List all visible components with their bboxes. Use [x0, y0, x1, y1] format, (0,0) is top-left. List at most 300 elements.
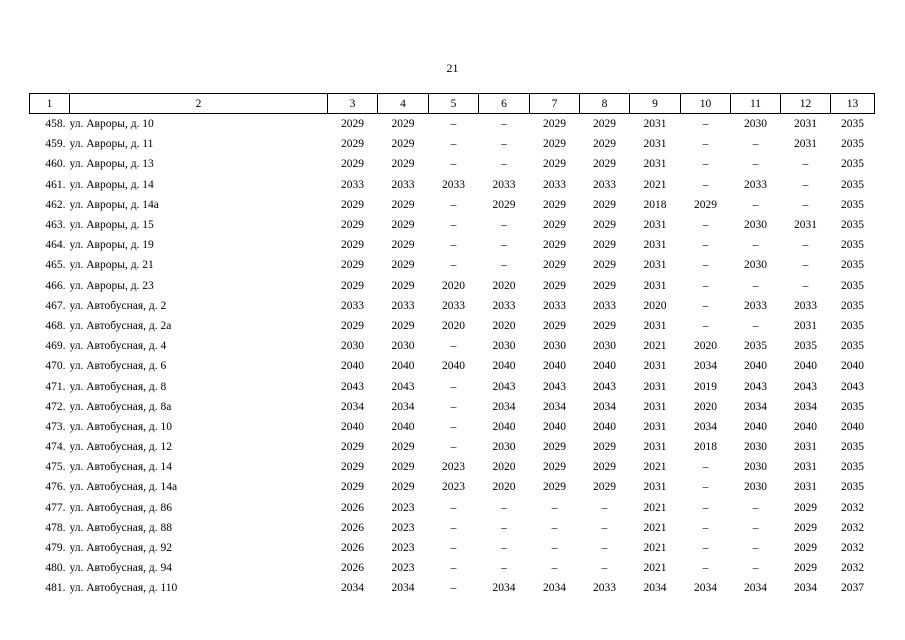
row-number: 459.	[45, 138, 66, 151]
address-cell: ул. Авроры, д. 23	[69, 279, 154, 292]
value-cell: 2029	[391, 138, 415, 151]
value-cell: 2029	[341, 219, 364, 232]
value-cell: –	[501, 259, 507, 272]
table-row	[30, 356, 875, 376]
value-cell: 2035	[841, 259, 864, 272]
table-row	[30, 538, 875, 558]
value-cell: –	[752, 198, 759, 211]
value-cell: 2033	[794, 299, 817, 312]
value-cell: 2031	[643, 360, 667, 373]
value-cell: –	[450, 441, 457, 454]
column-header: 7	[530, 94, 580, 114]
value-cell: 2029	[593, 279, 616, 292]
table-row	[30, 215, 875, 235]
value-cell: 2029	[543, 158, 566, 171]
value-cell: –	[702, 562, 709, 575]
row-number: 461.	[45, 178, 66, 191]
value-cell: –	[501, 239, 507, 252]
value-cell: –	[752, 501, 759, 514]
value-cell: 2040	[841, 360, 864, 373]
address-cell: ул. Авроры, д. 10	[69, 118, 154, 131]
value-cell: 2033	[492, 299, 516, 312]
value-cell: 2030	[744, 118, 767, 131]
value-cell: 2029	[543, 198, 566, 211]
value-cell: 2031	[643, 219, 667, 232]
value-cell: –	[601, 521, 608, 534]
value-cell: –	[752, 562, 759, 575]
value-cell: 2021	[643, 461, 667, 474]
address-cell: ул. Автобусная, д. 92	[69, 542, 172, 555]
row-number: 477.	[45, 501, 66, 514]
column-header: 10	[681, 94, 731, 114]
value-cell: –	[450, 259, 457, 272]
value-cell: –	[702, 299, 709, 312]
value-cell: 2035	[841, 340, 864, 353]
value-cell: 2040	[492, 420, 516, 433]
value-cell: –	[551, 501, 558, 514]
value-cell: 2033	[391, 299, 415, 312]
value-cell: 2035	[841, 461, 864, 474]
value-cell: –	[601, 501, 608, 514]
table-row	[30, 235, 875, 255]
table-row	[30, 397, 875, 417]
value-cell: –	[702, 118, 709, 131]
value-cell: 2029	[341, 461, 364, 474]
address-cell: ул. Автобусная, д. 8а	[69, 400, 172, 413]
value-cell: 2030	[391, 340, 415, 353]
value-cell: –	[450, 562, 457, 575]
value-cell: –	[702, 279, 709, 292]
value-cell: 2029	[391, 259, 415, 272]
address-cell: ул. Авроры, д. 15	[69, 219, 154, 232]
value-cell: 2030	[341, 340, 364, 353]
address-cell: ул. Автобусная, д. 8	[69, 380, 167, 393]
value-cell: 2033	[442, 178, 465, 191]
address-cell: ул. Авроры, д. 14	[69, 178, 154, 191]
value-cell: 2040	[442, 360, 465, 373]
value-cell: 2029	[794, 542, 817, 555]
value-cell: 2018	[643, 198, 667, 211]
value-cell: 2031	[643, 481, 667, 494]
value-cell: 2040	[744, 360, 767, 373]
column-header: 4	[378, 94, 429, 114]
value-cell: 2031	[643, 319, 667, 332]
value-cell: 2026	[341, 501, 364, 514]
value-cell: 2029	[543, 279, 566, 292]
value-cell: 2031	[794, 219, 817, 232]
value-cell: 2023	[391, 562, 415, 575]
value-cell: 2029	[391, 441, 415, 454]
value-cell: 2021	[643, 501, 667, 514]
value-cell: 2030	[744, 441, 767, 454]
row-number: 474.	[45, 441, 66, 454]
value-cell: 2029	[593, 319, 616, 332]
value-cell: –	[802, 178, 809, 191]
table-row	[30, 154, 875, 174]
table-row	[30, 336, 875, 356]
row-number: 469.	[45, 340, 66, 353]
value-cell: 2031	[794, 319, 817, 332]
value-cell: 2029	[694, 198, 717, 211]
value-cell: 2043	[841, 380, 864, 393]
value-cell: 2021	[643, 521, 667, 534]
value-cell: –	[501, 219, 507, 232]
value-cell: 2026	[341, 521, 364, 534]
row-number: 462.	[45, 198, 66, 211]
value-cell: 2034	[341, 582, 364, 595]
value-cell: 2029	[794, 501, 817, 514]
value-cell: –	[551, 562, 558, 575]
value-cell: 2029	[341, 259, 364, 272]
value-cell: –	[702, 521, 709, 534]
value-cell: 2029	[543, 118, 566, 131]
table-row	[30, 296, 875, 316]
row-number: 480.	[45, 562, 66, 575]
value-cell: 2034	[694, 582, 717, 595]
value-cell: –	[601, 542, 608, 555]
value-cell: 2032	[841, 501, 864, 514]
value-cell: –	[802, 259, 809, 272]
value-cell: 2031	[643, 259, 667, 272]
table-row	[30, 558, 875, 578]
value-cell: 2029	[593, 138, 616, 151]
value-cell: 2029	[593, 461, 616, 474]
value-cell: –	[702, 542, 709, 555]
column-header: 5	[429, 94, 479, 114]
table-body	[30, 114, 875, 599]
table-row	[30, 437, 875, 457]
value-cell: 2032	[841, 521, 864, 534]
page-number: 21	[446, 61, 459, 75]
value-cell: 2034	[593, 400, 616, 413]
address-cell: ул. Авроры, д. 14а	[69, 198, 159, 211]
value-cell: –	[501, 501, 507, 514]
value-cell: 2032	[841, 542, 864, 555]
value-cell: 2043	[593, 380, 616, 393]
value-cell: 2020	[442, 279, 465, 292]
row-number: 458.	[45, 118, 66, 131]
column-header: 11	[731, 94, 781, 114]
row-number: 463.	[45, 219, 66, 232]
row-number: 460.	[45, 158, 66, 171]
value-cell: 2029	[593, 158, 616, 171]
value-cell: 2032	[841, 562, 864, 575]
value-cell: 2029	[543, 481, 566, 494]
value-cell: –	[702, 501, 709, 514]
address-cell: ул. Авроры, д. 21	[69, 259, 154, 272]
value-cell: 2029	[341, 138, 364, 151]
value-cell: 2031	[643, 279, 667, 292]
row-number: 467.	[45, 299, 66, 312]
table-row	[30, 578, 875, 598]
row-number: 466.	[45, 279, 66, 292]
value-cell: 2023	[442, 481, 465, 494]
value-cell: 2029	[794, 562, 817, 575]
row-number: 468.	[45, 319, 66, 332]
value-cell: 2035	[841, 118, 864, 131]
value-cell: 2033	[593, 178, 616, 191]
value-cell: 2020	[492, 481, 516, 494]
address-cell: ул. Автобусная, д. 94	[69, 562, 172, 575]
column-header: 6	[479, 94, 530, 114]
value-cell: 2029	[391, 319, 415, 332]
value-cell: –	[702, 138, 709, 151]
value-cell: 2031	[643, 420, 667, 433]
address-cell: ул. Автобусная, д. 110	[69, 582, 178, 595]
address-cell: ул. Авроры, д. 19	[69, 239, 154, 252]
value-cell: –	[551, 521, 558, 534]
value-cell: 2040	[391, 420, 415, 433]
value-cell: 2040	[341, 420, 364, 433]
value-cell: –	[501, 562, 507, 575]
row-number: 471.	[45, 380, 66, 393]
value-cell: –	[450, 582, 457, 595]
value-cell: 2033	[593, 582, 616, 595]
column-header: 8	[580, 94, 630, 114]
value-cell: 2033	[341, 299, 364, 312]
value-cell: 2020	[492, 279, 516, 292]
value-cell: 2030	[744, 219, 767, 232]
value-cell: 2029	[391, 118, 415, 131]
value-cell: 2029	[391, 239, 415, 252]
value-cell: –	[752, 319, 759, 332]
value-cell: 2029	[794, 521, 817, 534]
row-number: 479.	[45, 542, 66, 555]
value-cell: 2029	[492, 198, 516, 211]
value-cell: 2040	[593, 420, 616, 433]
value-cell: –	[802, 158, 809, 171]
table-row	[30, 316, 875, 336]
value-cell: 2029	[543, 259, 566, 272]
value-cell: 2034	[744, 582, 767, 595]
value-cell: 2021	[643, 178, 667, 191]
value-cell: 2020	[442, 319, 465, 332]
value-cell: 2030	[492, 340, 516, 353]
value-cell: 2043	[391, 380, 415, 393]
address-cell: ул. Автобусная, д. 14а	[69, 481, 178, 494]
value-cell: 2021	[643, 340, 667, 353]
value-cell: –	[450, 158, 457, 171]
value-cell: 2029	[543, 319, 566, 332]
value-cell: 2029	[391, 481, 415, 494]
table-row	[30, 175, 875, 195]
row-number: 475.	[45, 461, 66, 474]
address-cell: ул. Автобусная, д. 2	[69, 299, 167, 312]
value-cell: –	[450, 380, 457, 393]
value-cell: –	[501, 542, 507, 555]
value-cell: 2030	[593, 340, 616, 353]
value-cell: 2029	[341, 481, 364, 494]
table-row	[30, 457, 875, 477]
table-row	[30, 518, 875, 538]
value-cell: –	[501, 521, 507, 534]
value-cell: 2023	[442, 461, 465, 474]
value-cell: 2029	[341, 239, 364, 252]
column-header: 1	[30, 94, 70, 114]
address-cell: ул. Автобусная, д. 6	[69, 360, 167, 373]
table-row	[30, 134, 875, 154]
value-cell: –	[450, 400, 457, 413]
value-cell: 2034	[391, 582, 415, 595]
value-cell: –	[450, 521, 457, 534]
value-cell: 2030	[543, 340, 566, 353]
value-cell: 2035	[744, 340, 767, 353]
table-row	[30, 417, 875, 437]
value-cell: –	[752, 138, 759, 151]
value-cell: 2040	[794, 360, 817, 373]
value-cell: –	[752, 239, 759, 252]
value-cell: 2033	[442, 299, 465, 312]
value-cell: 2034	[543, 400, 566, 413]
value-cell: 2034	[492, 582, 516, 595]
value-cell: 2020	[694, 340, 717, 353]
value-cell: 2043	[744, 380, 767, 393]
value-cell: 2029	[341, 319, 364, 332]
row-number: 464.	[45, 239, 66, 252]
column-header: 2	[70, 94, 328, 114]
row-number: 481.	[45, 582, 66, 595]
value-cell: 2035	[841, 319, 864, 332]
column-header: 13	[831, 94, 875, 114]
value-cell: 2031	[794, 481, 817, 494]
value-cell: –	[702, 239, 709, 252]
value-cell: –	[802, 198, 809, 211]
table-header-row	[30, 94, 875, 114]
value-cell: 2029	[593, 239, 616, 252]
value-cell: 2043	[794, 380, 817, 393]
value-cell: 2029	[391, 461, 415, 474]
value-cell: 2040	[593, 360, 616, 373]
value-cell: –	[702, 481, 709, 494]
value-cell: 2033	[492, 178, 516, 191]
address-cell: ул. Автобусная, д. 10	[69, 420, 172, 433]
value-cell: 2030	[492, 441, 516, 454]
value-cell: 2029	[543, 219, 566, 232]
value-cell: 2040	[841, 420, 864, 433]
value-cell: 2033	[543, 178, 566, 191]
value-cell: 2033	[744, 299, 767, 312]
value-cell: 2035	[841, 441, 864, 454]
value-cell: 2035	[841, 198, 864, 211]
address-cell: ул. Автобусная, д. 86	[69, 501, 172, 514]
value-cell: 2019	[694, 380, 717, 393]
value-cell: 2043	[341, 380, 364, 393]
value-cell: –	[450, 198, 457, 211]
value-cell: 2023	[391, 501, 415, 514]
value-cell: 2030	[744, 259, 767, 272]
value-cell: –	[702, 259, 709, 272]
value-cell: 2034	[492, 400, 516, 413]
value-cell: 2035	[841, 158, 864, 171]
value-cell: 2033	[593, 299, 616, 312]
value-cell: 2030	[744, 461, 767, 474]
value-cell: –	[501, 118, 507, 131]
value-cell: 2040	[543, 360, 566, 373]
value-cell: 2029	[593, 481, 616, 494]
value-cell: 2020	[643, 299, 667, 312]
address-cell: ул. Автобусная, д. 88	[69, 521, 172, 534]
value-cell: 2029	[593, 118, 616, 131]
value-cell: 2037	[841, 582, 864, 595]
value-cell: 2031	[643, 441, 667, 454]
value-cell: 2031	[643, 138, 667, 151]
value-cell: 2029	[341, 198, 364, 211]
value-cell: –	[702, 461, 709, 474]
row-number: 470.	[45, 360, 66, 373]
column-header: 3	[328, 94, 378, 114]
value-cell: 2026	[341, 542, 364, 555]
address-cell: ул. Авроры, д. 11	[69, 138, 154, 151]
value-cell: 2020	[492, 319, 516, 332]
value-cell: 2034	[391, 400, 415, 413]
value-cell: 2040	[543, 420, 566, 433]
value-cell: 2029	[593, 259, 616, 272]
value-cell: 2029	[593, 219, 616, 232]
value-cell: 2035	[841, 178, 864, 191]
value-cell: 2029	[341, 158, 364, 171]
value-cell: 2040	[391, 360, 415, 373]
value-cell: 2018	[694, 441, 717, 454]
value-cell: 2034	[794, 400, 817, 413]
value-cell: –	[702, 178, 709, 191]
table-row	[30, 114, 875, 135]
value-cell: –	[702, 158, 709, 171]
value-cell: 2031	[794, 118, 817, 131]
value-cell: –	[551, 542, 558, 555]
value-cell: 2031	[794, 461, 817, 474]
value-cell: 2029	[391, 279, 415, 292]
row-number: 476.	[45, 481, 66, 494]
value-cell: 2035	[841, 481, 864, 494]
value-cell: 2033	[391, 178, 415, 191]
value-cell: 2034	[694, 360, 717, 373]
address-cell: ул. Автобусная, д. 4	[69, 340, 167, 353]
value-cell: 2040	[341, 360, 364, 373]
value-cell: 2033	[341, 178, 364, 191]
value-cell: 2026	[341, 562, 364, 575]
value-cell: 2029	[543, 138, 566, 151]
value-cell: –	[501, 158, 507, 171]
value-cell: –	[450, 219, 457, 232]
value-cell: 2034	[543, 582, 566, 595]
value-cell: –	[450, 118, 457, 131]
value-cell: –	[450, 501, 457, 514]
value-cell: –	[802, 279, 809, 292]
value-cell: –	[752, 158, 759, 171]
row-number: 472.	[45, 400, 66, 413]
value-cell: 2029	[543, 239, 566, 252]
value-cell: 2030	[744, 481, 767, 494]
value-cell: –	[450, 420, 457, 433]
value-cell: 2031	[794, 138, 817, 151]
value-cell: 2029	[391, 219, 415, 232]
table-row	[30, 477, 875, 497]
value-cell: 2031	[643, 400, 667, 413]
value-cell: 2029	[593, 441, 616, 454]
value-cell: 2029	[341, 279, 364, 292]
value-cell: 2035	[841, 299, 864, 312]
value-cell: –	[450, 239, 457, 252]
value-cell: 2035	[841, 219, 864, 232]
table-row	[30, 498, 875, 518]
value-cell: 2031	[643, 239, 667, 252]
value-cell: 2034	[744, 400, 767, 413]
value-cell: 2023	[391, 521, 415, 534]
value-cell: –	[450, 340, 457, 353]
value-cell: 2040	[744, 420, 767, 433]
value-cell: –	[702, 219, 709, 232]
row-number: 473.	[45, 420, 66, 433]
